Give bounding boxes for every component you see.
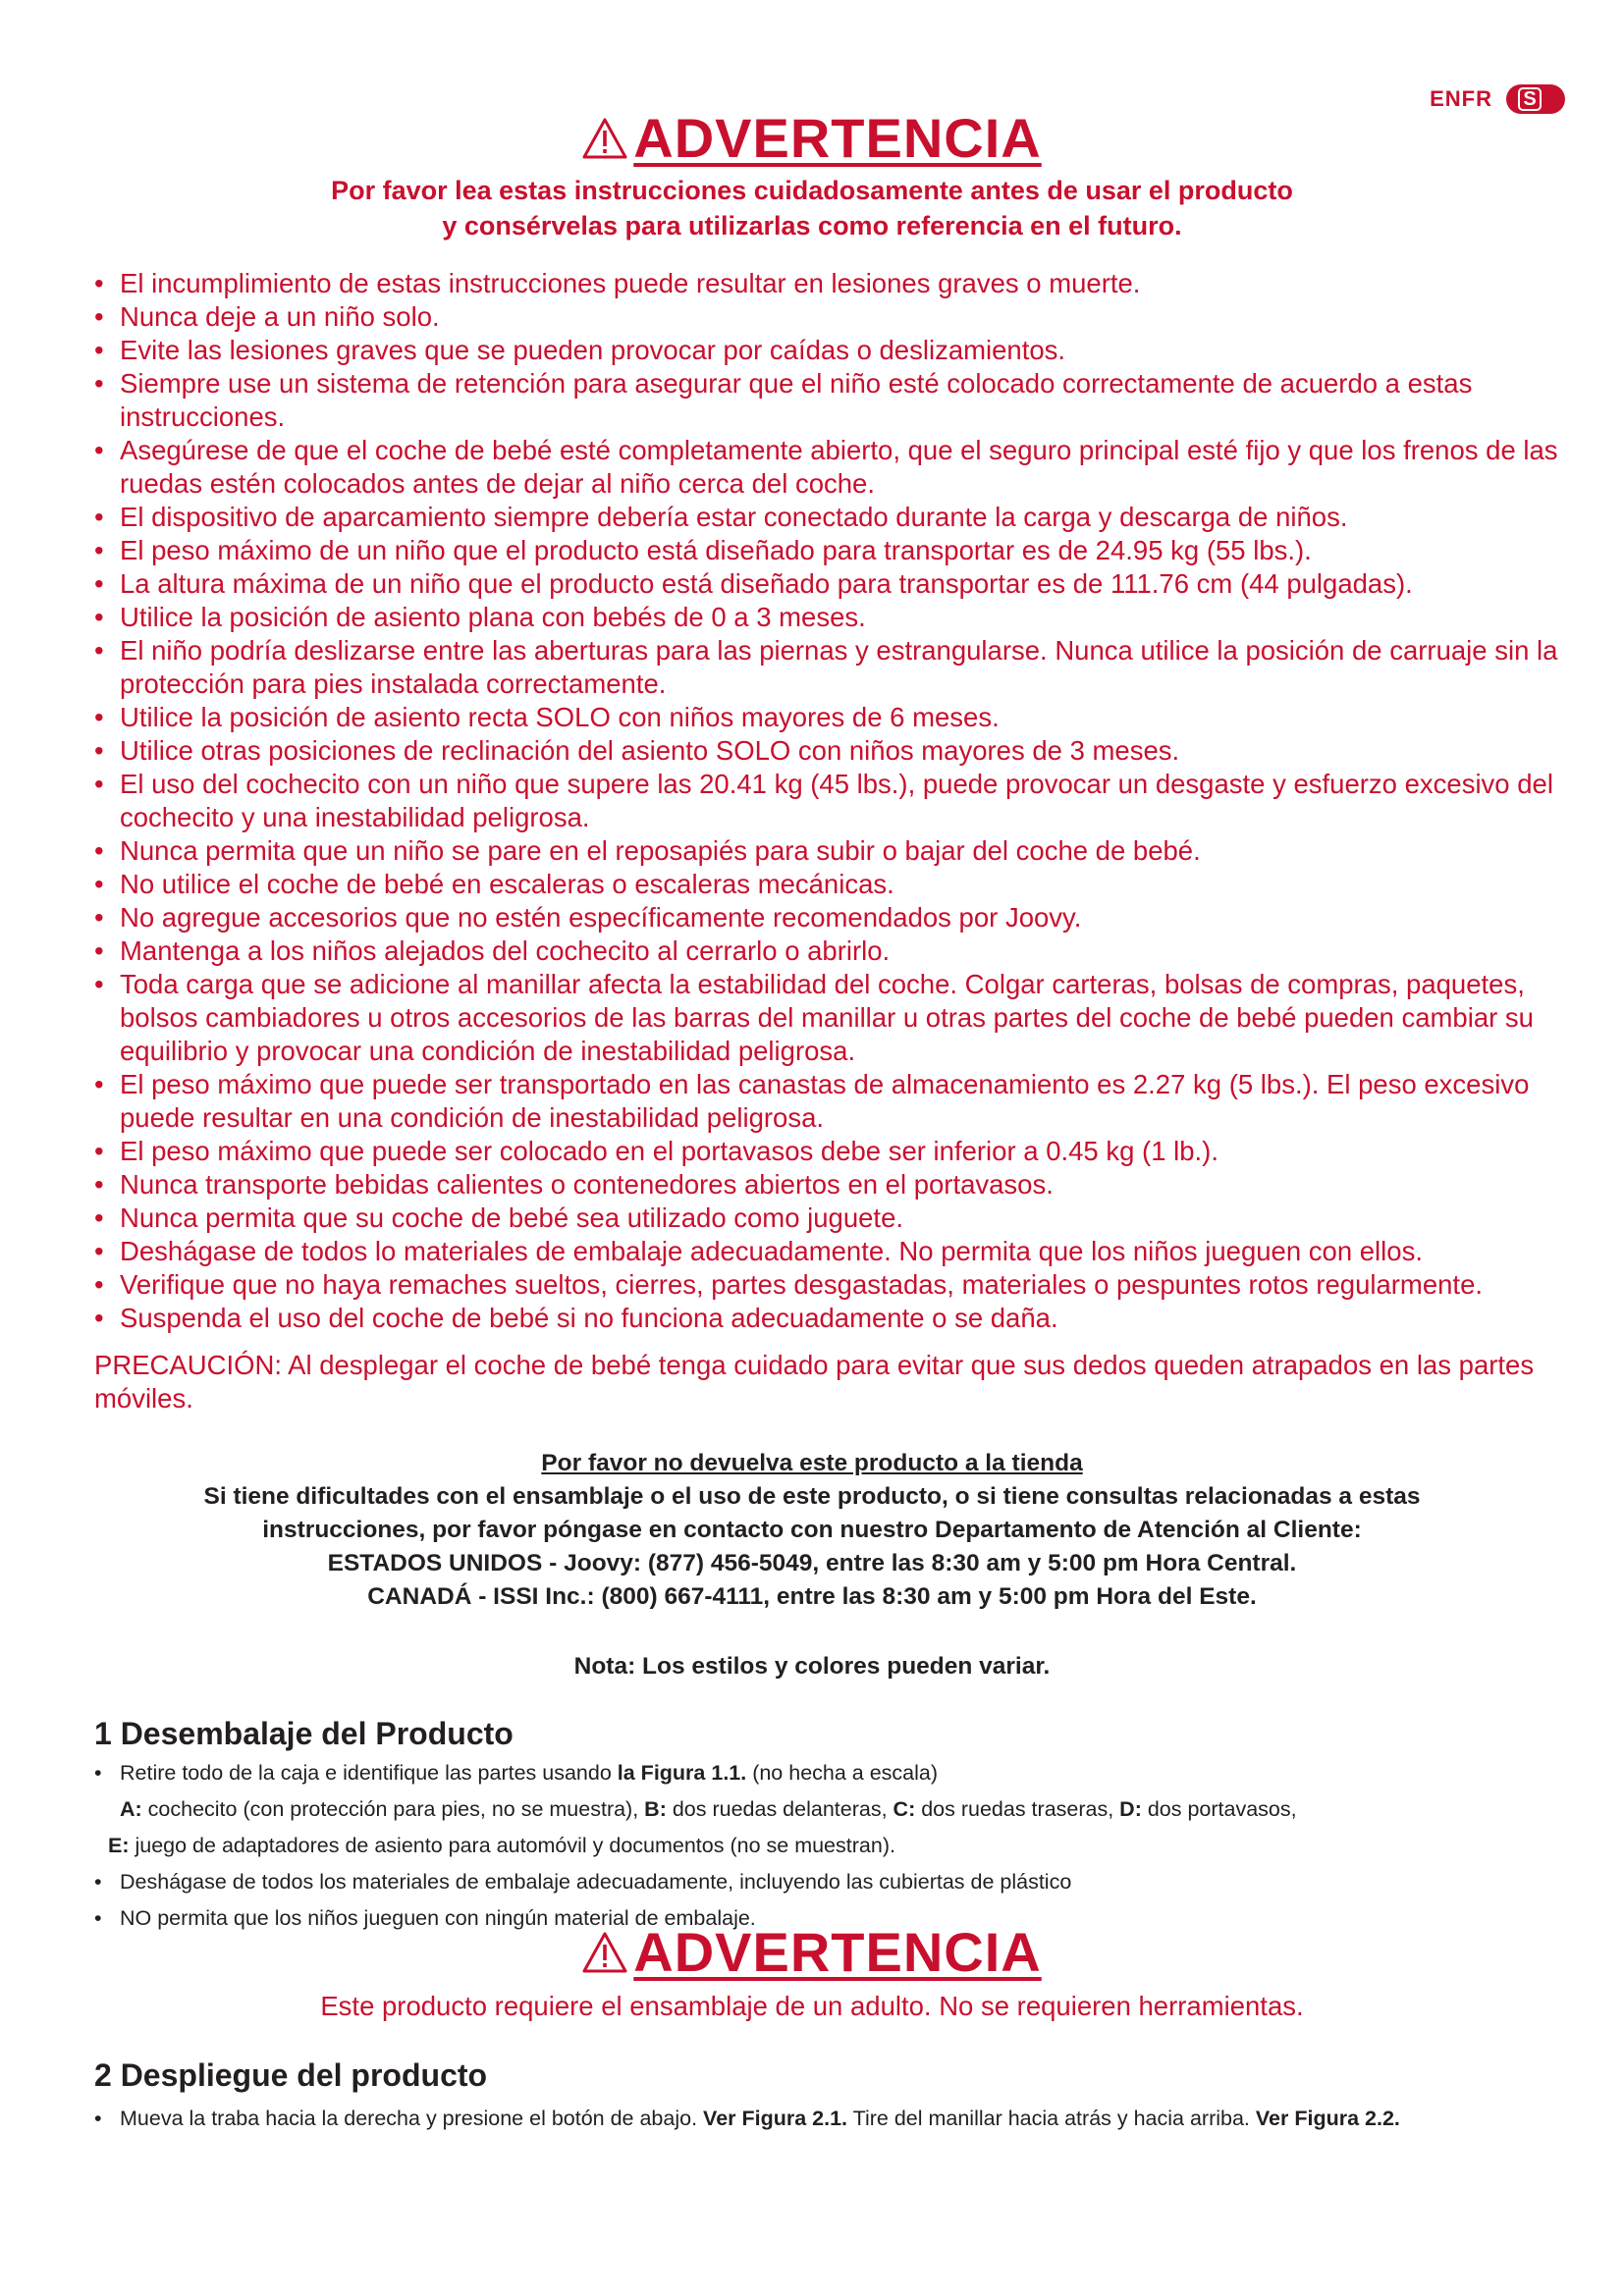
warning-item: • Nunca transporte bebidas calientes o contenedores abiertos en el portavasos.: [94, 1168, 1567, 1201]
warning-item: • El uso del cochecito con un niño que supere las 20.41 kg (45 lbs.), puede provocar un desgaste y esfuerzo excesivo del cochecito y una inestabilidad peligrosa.: [94, 768, 1567, 834]
warning-item: • No utilice el coche de bebé en escaleras o escaleras mecánicas.: [94, 868, 1567, 901]
assembly-warning: Este producto requiere el ensamblaje de un adulto. No se requieren herramientas.: [320, 1991, 1304, 2021]
precaution-text: PRECAUCIÓN: Al desplegar el coche de bebé tenga cuidado para evitar que sus dedos queden atrapados en las partes móviles.: [94, 1350, 1535, 1414]
warning-item: • La altura máxima de un niño que el producto está diseñado para transportar es de 111.76 cm (44 pulgadas).: [94, 567, 1567, 601]
warning-item: • Utilice la posición de asiento plana con bebés de 0 a 3 meses.: [94, 601, 1567, 634]
warning-title: ADVERTENCIA: [633, 107, 1042, 169]
styles-note: Nota: Los estilos y colores pueden variar.: [573, 1653, 1051, 1680]
warning-item: • Evite las lesiones graves que se pueden provocar por caídas o deslizamientos.: [94, 334, 1567, 367]
list-item: • NO permita que los niños jueguen con ningún material de embalaje.: [94, 1900, 1567, 1937]
warnings-list: [94, 267, 1567, 1335]
section-1-title: 1 Desembalaje del Producto: [94, 1716, 514, 1751]
list-item: • Retire todo de la caja e identifique las partes usando la Figura 1.1. (no hecha a escala): [94, 1755, 1567, 1791]
warning-item: • El niño podría deslizarse entre las aberturas para las piernas y estrangularse. Nunca utilice la posición de carruaje sin la protección para pies instalada correctamente.: [94, 634, 1567, 701]
parts-list-cont: E: juego de adaptadores de asiento para automóvil y documentos (no se muestran).: [108, 1834, 895, 1857]
current-language-badge: S: [1506, 84, 1565, 114]
list-item: • Deshágase de todos los materiales de embalaje adecuadamente, incluyendo las cubiertas de plástico: [94, 1864, 1567, 1900]
warning-item: • El dispositivo de aparcamiento siempre debería estar conectado durante la carga y descarga de niños.: [94, 501, 1567, 534]
warning-item: • Suspenda el uso del coche de bebé si no funciona adecuadamente o se daña.: [94, 1302, 1567, 1335]
warning-title: ADVERTENCIA: [633, 1921, 1042, 1983]
warning-item: • Deshágase de todos lo materiales de embalaje adecuadamente. No permita que los niños jueguen con ellos.: [94, 1235, 1567, 1268]
warning-item: • No agregue accesorios que no estén específicamente recomendados por Joovy.: [94, 901, 1567, 934]
warning-triangle-icon: [582, 1931, 627, 1974]
parts-list: A: cochecito (con protección para pies, no se muestra), B: dos ruedas delanteras, C: dos ruedas traseras, D: dos portavasos,: [120, 1797, 1297, 1821]
warning-heading: [0, 106, 1624, 170]
section-1-steps: [94, 1755, 1567, 1937]
warning-item: • Asegúrese de que el coche de bebé esté completamente abierto, que el seguro principal esté fijo y que los frenos de las ruedas estén colocados antes de dejar al niño cerca del coche.: [94, 434, 1567, 501]
warning-item: • Verifique que no haya remaches sueltos, cierres, partes desgastadas, materiales o pespuntes rotos regularmente.: [94, 1268, 1567, 1302]
warning-item: • Toda carga que se adicione al manillar afecta la estabilidad del coche. Colgar carteras, bolsas de compras, paquetes, bolsos cambiadores u otros accesorios de las barras del manillar u otras partes del coche de bebé pueden cambiar su equilibrio y provocar una condición de inestabilidad peligrosa.: [94, 968, 1567, 1068]
warning-item: • El peso máximo que puede ser colocado en el portavasos debe ser inferior a 0.45 kg (1 lb.).: [94, 1135, 1567, 1168]
warning-item: • Nunca deje a un niño solo.: [94, 300, 1567, 334]
warning-item: • Utilice la posición de asiento recta SOLO con niños mayores de 6 meses.: [94, 701, 1567, 734]
section-2-title: 2 Despliegue del producto: [94, 2057, 488, 2093]
canada-contact: CANADÁ - ISSI Inc.: (800) 667-4111, entre las 8:30 am y 5:00 pm Hora del Este.: [367, 1583, 1257, 1610]
warning-item: • El peso máximo que puede ser transportado en las canastas de almacenamiento es 2.27 kg (5 lbs.). El peso excesivo puede resultar en una condición de inestabilidad peligrosa.: [94, 1068, 1567, 1135]
contact-block: Por favor no devuelva este producto a la tienda Si tiene dificultades con el ensamblaje o el uso de este producto, o si tiene consultas relacionadas a estas instrucciones, por favor póngase en contacto con nuestro Departamento de Atención al Cliente: ESTADOS UNIDOS - Joovy: (877) 456-5049, entre las 8:30 am y 5:00 pm Hora Central. CANADÁ - ISSI Inc.: (800) 667-4111, entre las 8:30 am y 5:00 pm Hora del Este.: [0, 1447, 1624, 1614]
warning-item: • Siempre use un sistema de retención para asegurar que el niño esté colocado correctamente de acuerdo a estas instrucciones.: [94, 367, 1567, 434]
warning-item: • Utilice otras posiciones de reclinación del asiento SOLO con niños mayores de 3 meses.: [94, 734, 1567, 768]
warning-heading-2: [0, 1920, 1624, 1984]
return-notice: Por favor no devuelva este producto a la tienda: [541, 1450, 1083, 1476]
warning-item: • Nunca permita que un niño se pare en el reposapiés para subir o bajar del coche de bebé.: [94, 834, 1567, 868]
warning-item: • Nunca permita que su coche de bebé sea utilizado como juguete.: [94, 1201, 1567, 1235]
warning-subtitle: Por favor lea estas instrucciones cuidadosamente antes de usar el producto y consérvelas para utilizarlas como referencia en el futuro.: [331, 176, 1293, 240]
language-codes: ENFR: [1430, 86, 1492, 111]
warning-item: • El incumplimiento de estas instrucciones puede resultar en lesiones graves o muerte.: [94, 267, 1567, 300]
warning-item: • El peso máximo de un niño que el producto está diseñado para transportar es de 24.95 kg (55 lbs.).: [94, 534, 1567, 567]
us-contact: ESTADOS UNIDOS - Joovy: (877) 456-5049, entre las 8:30 am y 5:00 pm Hora Central.: [327, 1550, 1297, 1576]
warning-item: • Mantenga a los niños alejados del cochecito al cerrarlo o abrirlo.: [94, 934, 1567, 968]
warning-triangle-icon: [582, 117, 627, 160]
section-2-steps: [94, 2101, 1567, 2137]
list-item: • Mueva la traba hacia la derecha y presione el botón de abajo. Ver Figura 2.1. Tire del manillar hacia atrás y hacia arriba. Ver Figura 2.2.: [94, 2101, 1567, 2137]
